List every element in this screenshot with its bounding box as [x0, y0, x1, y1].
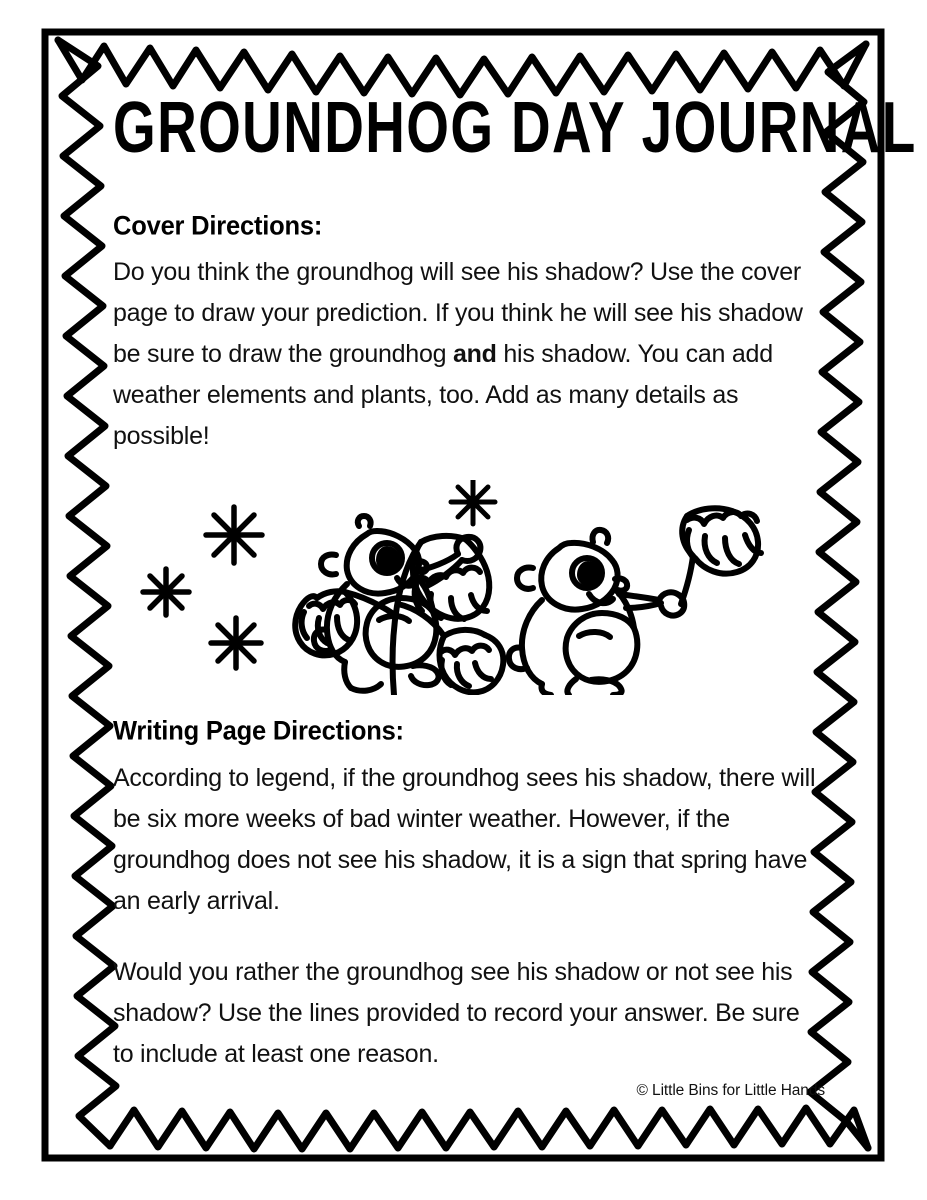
- writing-directions-paragraph-2: Would you rather the groundhog see his shadow or not see his shadow? Use the lines provided to record your answer. Be sure to include at least one reason.: [113, 958, 800, 1068]
- zigzag-bottom-edge: [110, 1108, 868, 1149]
- footer-credit-line: © Little Bins for Little Hands: [636, 1082, 825, 1099]
- cover-directions-section: [113, 211, 828, 457]
- cover-para-text-1: Do you think the groundhog will see his shadow? Use the cover page to draw your prediction. If you think he will see his shadow be sure to draw the groundhog: [113, 258, 803, 368]
- cover-para-bold-and: and: [452, 340, 497, 368]
- writing-directions-paragraph-1: According to legend, if the groundhog sees his shadow, there will be six more weeks of bad winter weather. However, if the groundhog does not see his shadow, it is a sign that spring have an early arrival.: [113, 764, 816, 915]
- cover-directions-paragraph: [113, 252, 825, 457]
- groundhog-with-flower-illustration: [509, 508, 761, 695]
- bellflower-lower-right: [440, 630, 504, 692]
- illustration-svg: [121, 480, 861, 695]
- snowflake-large-upper-icon: [206, 507, 262, 563]
- cover-para-text-2: his shadow. You can add weather elements and plants, too. Add as many details as possible!: [113, 340, 773, 450]
- snowflake-small-left-icon: [143, 569, 189, 615]
- illustration-group: [121, 480, 861, 695]
- cover-directions-heading: Cover Directions:: [113, 211, 323, 241]
- snowflake-lower-icon: [211, 618, 261, 668]
- writing-directions-section: [113, 716, 825, 1075]
- writing-directions-heading: Writing Page Directions:: [113, 716, 404, 746]
- worksheet-content: [113, 87, 917, 1099]
- zigzag-left-edge: [58, 40, 116, 1146]
- page-title: GROUNDHOG DAY JOURNAL: [113, 87, 917, 168]
